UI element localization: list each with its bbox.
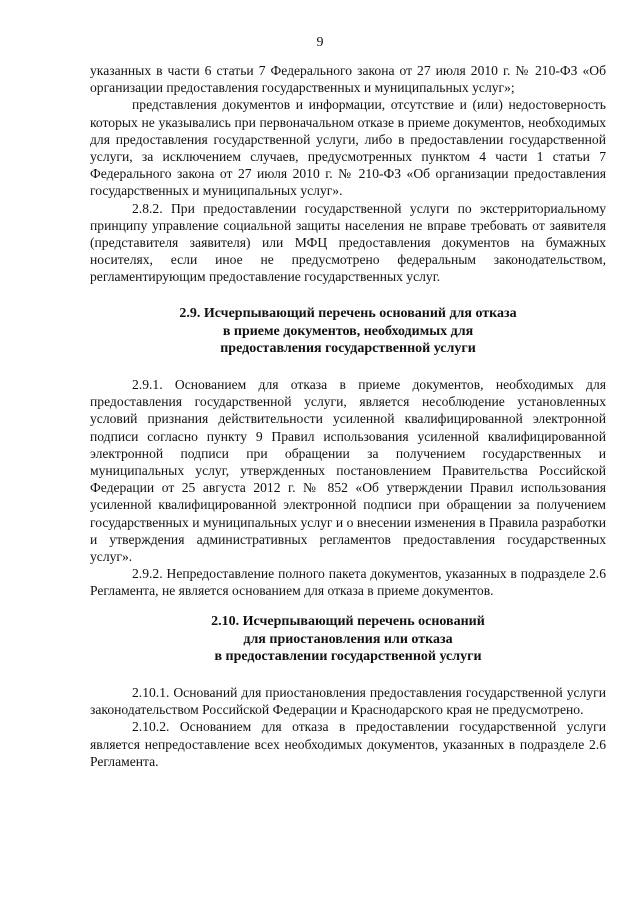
section-heading-line: 2.10. Исчерпывающий перечень оснований [211, 614, 485, 629]
section-heading-line: предоставления государственной услуги [220, 341, 476, 357]
paragraph: представления документов и информации, отсутствие и (или) недостоверность которых не указывались при первоначальном отказе в приеме документов, необходимых для предоставления государственной услуги, либо в предоставлении государственной услуги, за исключением случаев, предусмотренных пунктом 4 части 1 статьи 7 Федерального закона от 27 июля 2010 г. № 210-ФЗ «Об организации предоставления государственных и муниципальных услуг». [90, 97, 606, 199]
section-heading-line: для приостановления или отказа [243, 631, 453, 647]
section-heading-line: в приеме документов, необходимых для [222, 323, 474, 339]
paragraph: 2.9.1. Основанием для отказа в приеме документов, необходимых для предоставления государственной услуги, является несоблюдение установленных условий признания действительности усиленной квалифицированной электронной подписи согласно пункту 9 Правил использования усиленной квалифицированной электронной подписи при обращении за получением государственных и муниципальных услуг, утвержденных постановлением Правительства Российской Федерации от 25 августа 2012 г. № 852 «Об утверждении Правил использования усиленной квалифицированной электронной подписи при обращении за получением государственных и муниципальных услуг и о внесении изменения в Правила разработки и утверждения административных регламентов предоставления государственных услуг». [90, 377, 606, 565]
section-heading-line: в предоставлении государственной услуги [214, 649, 482, 665]
paragraph: 2.10.1. Оснований для приостановления предоставления государственной услуги законодательством Российской Федерации и Краснодарского края не предусмотрено. [90, 685, 606, 718]
section-heading-line: 2.9. Исчерпывающий перечень оснований для отказа [179, 306, 517, 321]
paragraph: 2.9.2. Непредоставление полного пакета документов, указанных в подразделе 2.6 Регламента, не является основанием для отказа в приеме документов. [90, 566, 606, 599]
paragraph: 2.10.2. Основанием для отказа в предоставлении государственной услуги является непредоставление всех необходимых документов, указанных в подразделе 2.6 Регламента. [90, 719, 606, 769]
paragraph: 2.8.2. При предоставлении государственной услуги по экстерриториальному принципу управление социальной защиты населения не вправе требовать от заявителя (представителя заявителя) или МФЦ предоставления документов на бумажных носителях, если иное не предусмотрено федеральным законодательством, регламентирующим предоставление государственных услуг. [90, 200, 606, 285]
section-2-10-body [90, 684, 606, 770]
paragraph: указанных в части 6 статьи 7 Федерального закона от 27 июля 2010 г. № 210-ФЗ «Об организации предоставления государственных и муниципальных услуг»; [90, 63, 606, 96]
section-heading-2-10 [90, 613, 606, 666]
section-heading-2-9 [90, 305, 606, 358]
intro-block [90, 62, 606, 286]
page-number: 9 [316, 35, 324, 50]
section-2-9-body [90, 376, 606, 600]
